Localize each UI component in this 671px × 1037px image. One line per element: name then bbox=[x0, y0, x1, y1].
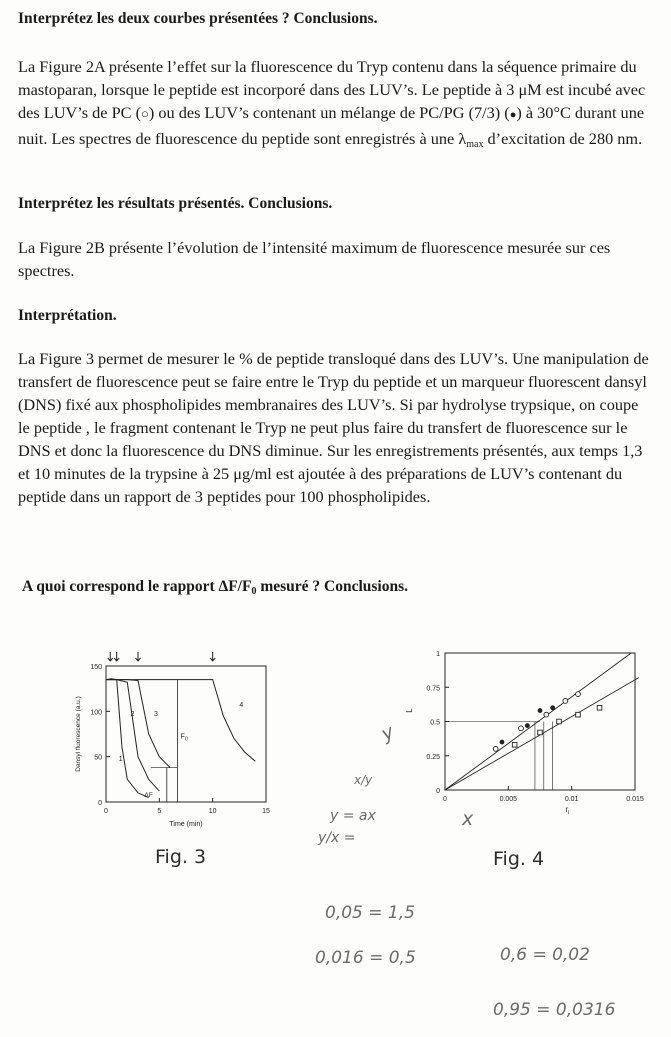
p1-text-b: ) ou des LUV’s contenant un mélange de PC/PG (7/3) ( bbox=[148, 103, 510, 122]
handwritten-note-1: 0,05 = 1,5 bbox=[325, 903, 415, 923]
figure-3-ylabel: Dansyl fluorescence (a.u.) bbox=[75, 696, 82, 772]
figure-4-point-filled bbox=[500, 740, 505, 745]
figure-3-ytick-label: 150 bbox=[90, 664, 102, 671]
figure-4-point-filled bbox=[525, 723, 530, 728]
figure-4-point-filled bbox=[538, 708, 543, 713]
figure-4-point-filled bbox=[550, 705, 555, 710]
figure-3-curve-label-3: 3 bbox=[154, 710, 158, 718]
figure-3-f0-label: $F_0$ bbox=[180, 733, 188, 743]
lambda-subscript: max bbox=[466, 139, 484, 150]
figure-4-plot-group bbox=[405, 651, 644, 816]
figure-3-xtick-label: 15 bbox=[262, 808, 270, 815]
figure-4-point-open bbox=[493, 747, 498, 752]
question-2: Interprétez les résultats présentés. Conclusions. bbox=[18, 195, 333, 212]
paragraph-figure-2b: La Figure 2B présente l’évolution de l’intensité maximum de fluorescence mesurée sur ces spectres. bbox=[18, 238, 611, 280]
figure-3-xtick-label: 10 bbox=[208, 808, 217, 815]
figure-3-curve-label-2: 2 bbox=[130, 710, 135, 718]
figure-3-curve-label-1: 1 bbox=[118, 756, 123, 764]
figure-3-ytick-label: 0 bbox=[98, 800, 102, 807]
figure-4-ytick-label: 0 bbox=[436, 788, 440, 795]
figure-4-ytick-label: 0.75 bbox=[426, 685, 440, 693]
figure-4-point-square bbox=[538, 730, 543, 735]
figure-4-xlabel: $r_i$ bbox=[565, 805, 570, 816]
figure-3-frame bbox=[106, 666, 266, 802]
question-4 bbox=[22, 577, 654, 601]
figure-4-xtick-label: 0.01 bbox=[564, 796, 579, 803]
figure-4-point-open bbox=[519, 726, 524, 731]
paragraph-figure-2a bbox=[18, 55, 650, 156]
figure-3-trypsin-arrow bbox=[136, 652, 141, 661]
handwritten-note-4: 0,95 = 0,0316 bbox=[493, 1000, 616, 1020]
figure-4-point-open bbox=[544, 712, 549, 717]
figure-3-f0-subscript: 0 bbox=[184, 736, 188, 743]
p1-text-c: ) à 30°C durant une nuit. Les spectres de fluorescence du peptide sont enregistrés à une λ bbox=[18, 103, 645, 148]
handwritten-y: y bbox=[377, 720, 398, 746]
figure-3-xtick-label: 0 bbox=[104, 808, 108, 815]
figure-3-curve-label-4: 4 bbox=[239, 701, 244, 709]
figure-4-point-open bbox=[563, 699, 568, 704]
p1-text-d: d’excitation de 280 nm. bbox=[483, 129, 643, 148]
figure-3-ytick-label: 100 bbox=[90, 709, 102, 717]
figure-3-ytick-label: 50 bbox=[94, 754, 102, 762]
figure-3-deltaf-label: ΔF bbox=[144, 792, 153, 799]
figure-3-trypsin-arrow bbox=[108, 652, 113, 661]
figure-3-curve-2 bbox=[106, 680, 159, 792]
figure-4-xtick-label: 0.005 bbox=[499, 796, 518, 803]
figure-4-caption: Fig. 4 bbox=[493, 848, 545, 870]
figure-4-point-square bbox=[597, 706, 602, 711]
q4-text-b: mesuré ? Conclusions. bbox=[256, 578, 409, 595]
figure-3-xtick-label: 5 bbox=[157, 808, 162, 815]
paragraph-figure-3: La Figure 3 permet de mesurer le % de peptide transloqué dans des LUV’s. Une manipulation de transfert de fluorescence peut se faire entre le Tryp du peptide et un marqueur fluorescent dansyl (DNS) fixé aux phospholipides membranaires des LUV’s. Si par hydrolyse trypsique, on coupe le peptide , le fragment contenant le Tryp ne peut plus faire du transfert de fluorescence sur le DNS et donc la fluorescence du DNS diminue. Sur les enregistrements présentés, aux temps 1,3 et 10 minutes de la trypsine à 25 μg/ml est ajoutée à des préparations de LUV’s contenant du peptide dans un rapport de 3 peptides pour 100 phospholipides. bbox=[18, 349, 649, 506]
q4-text-a: A quoi correspond le rapport ΔF/F bbox=[22, 578, 252, 595]
figure-4-xtick-label: 0 bbox=[443, 796, 447, 803]
figure-4-xlabel-subscript: i bbox=[568, 810, 570, 816]
figure-3-trypsin-arrow bbox=[210, 652, 215, 661]
figure-4-chart bbox=[390, 645, 650, 825]
filled-circle-symbol: ● bbox=[509, 109, 517, 121]
figure-4-point-square bbox=[576, 712, 581, 717]
figure-3-trypsin-arrow bbox=[114, 652, 119, 661]
figure-3-chart bbox=[68, 650, 283, 830]
figure-4-ylabel: L bbox=[405, 708, 414, 713]
figure-3-caption: Fig. 3 bbox=[155, 846, 207, 868]
handwritten-fraction: x/y bbox=[354, 773, 373, 787]
figure-4-ytick-label: 0.25 bbox=[426, 753, 440, 761]
handwritten-x: x bbox=[462, 808, 474, 830]
handwritten-eq2: y/x = bbox=[318, 830, 356, 846]
handwritten-note-2: 0,016 = 0,5 bbox=[315, 948, 416, 968]
figure-3-curve-1 bbox=[106, 679, 149, 798]
figure-4-point-open bbox=[576, 692, 581, 697]
figure-4-ytick-label: 1 bbox=[436, 651, 440, 658]
question-3: Interprétation. bbox=[18, 307, 117, 324]
question-1: Interprétez les deux courbes présentées ? Conclusions. bbox=[18, 10, 378, 27]
q4-subscript: 0 bbox=[251, 586, 257, 597]
p1-text-a: La Figure 2A présente l’effet sur la fluorescence du Tryp contenu dans la séquence primaire du mastoparan, lorsque le peptide est incorporé dans des LUV’s. Le peptide à 3 μM est incubé avec des LUV’s de PC ( bbox=[18, 57, 646, 122]
figure-3-xlabel: Time (min) bbox=[169, 821, 203, 828]
handwritten-note-3: 0,6 = 0,02 bbox=[500, 945, 590, 965]
handwritten-eq1: y = ax bbox=[330, 808, 376, 824]
figure-4-point-square bbox=[512, 742, 517, 747]
figure-4-point-square bbox=[557, 719, 562, 724]
figure-4-xtick-label: 0.015 bbox=[626, 796, 644, 803]
open-circle-symbol: ○ bbox=[141, 106, 149, 121]
figure-3-plot-group bbox=[75, 652, 270, 828]
figure-4-ytick-label: 0.5 bbox=[430, 719, 440, 727]
